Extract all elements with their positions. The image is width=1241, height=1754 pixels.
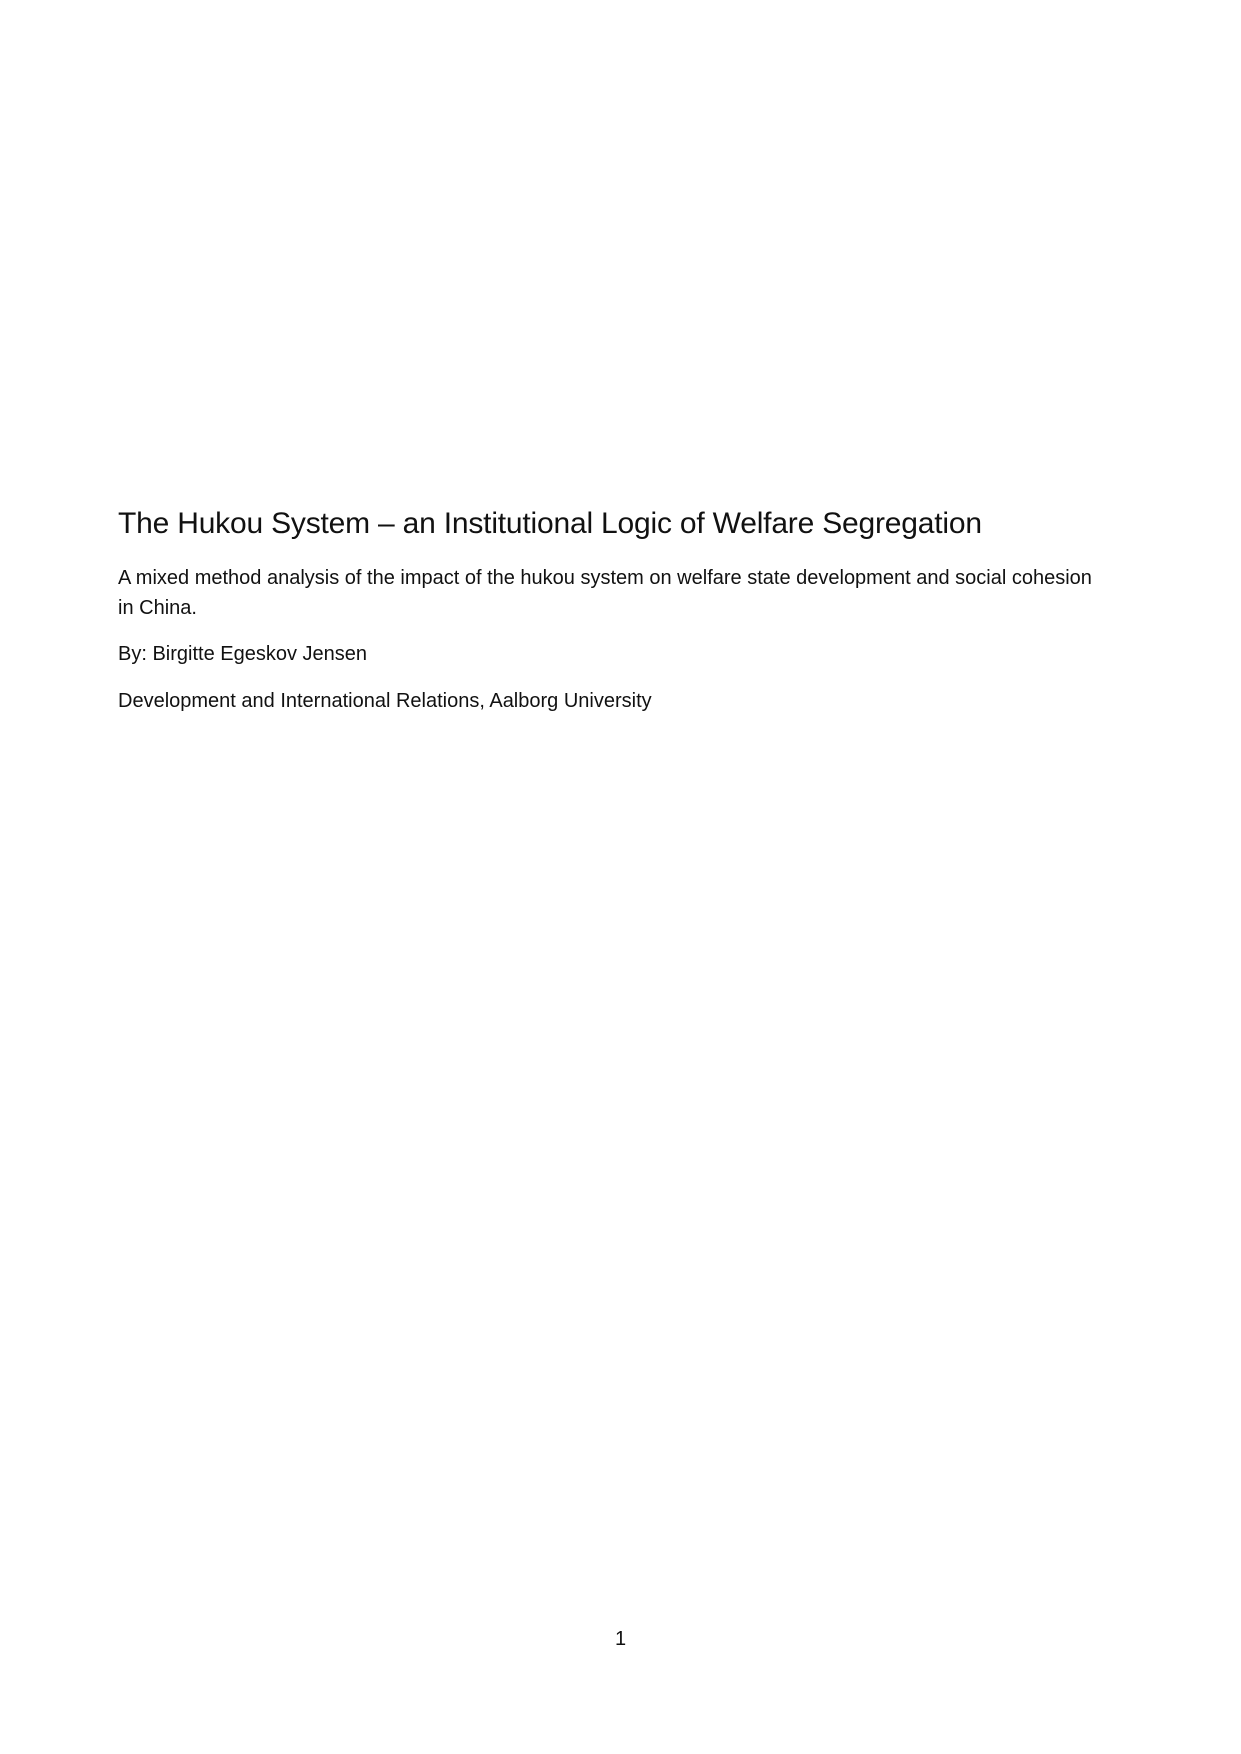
page-number: 1 bbox=[614, 1628, 627, 1650]
document-title: The Hukou System – an Institutional Logic of Welfare Segregation bbox=[118, 507, 982, 540]
author-line: By: Birgitte Egeskov Jensen bbox=[118, 643, 368, 665]
document-subtitle: A mixed method analysis of the impact of the hukou system on welfare state development and social cohesion in China. bbox=[118, 567, 1092, 619]
title-block bbox=[118, 504, 1128, 716]
affiliation-line: Development and International Relations, Aalborg University bbox=[118, 690, 652, 712]
